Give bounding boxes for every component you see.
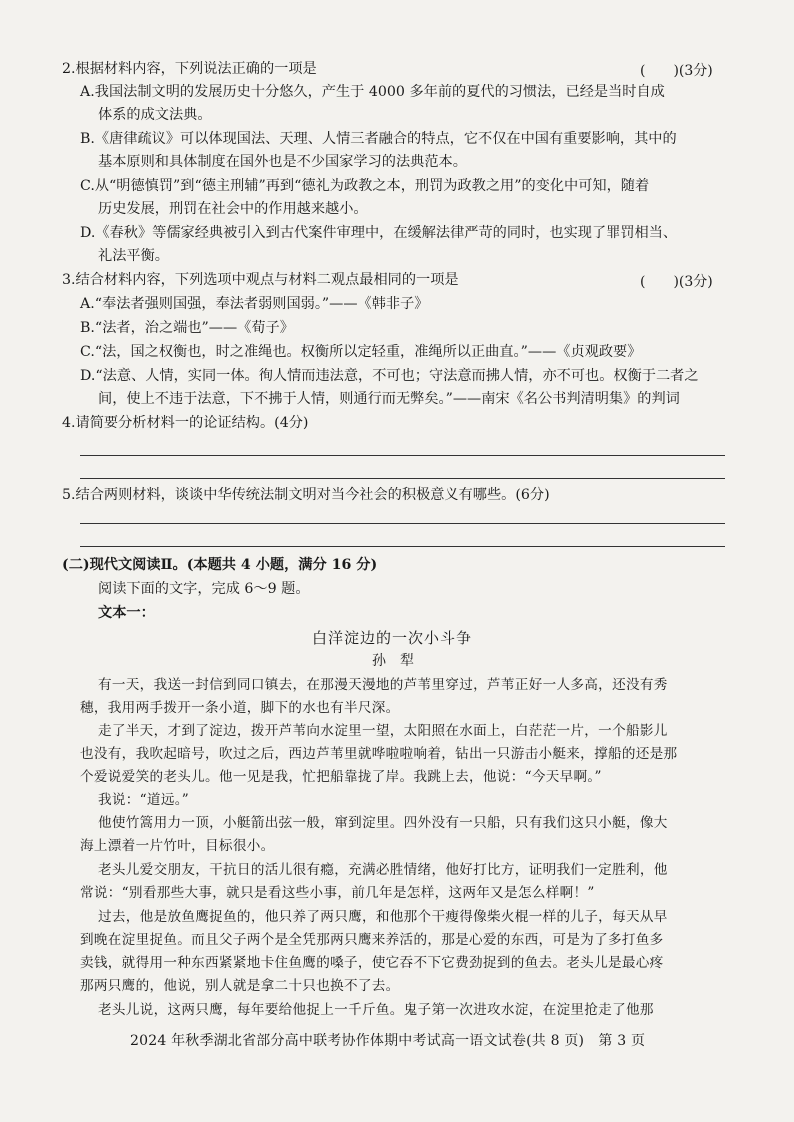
q3-option-d-line1: D.“法意、人情，实同一体。徇人情而违法意，不可也；守法意而拂人情，亦不可也。权衡于二者之	[80, 368, 699, 384]
passage-p5-line1: 老头儿爱交朋友，干抗日的活儿很有瘾，充满必胜情绪，他好打比方，证明我们一定胜利，他	[98, 862, 668, 878]
passage-p6-line4: 那两只鹰的，他说，别人就是拿二十只也换不了去。	[80, 978, 400, 994]
passage-author: 孙犁	[372, 653, 428, 669]
q3-stem: 3.结合材料内容，下列选项中观点与材料二观点最相同的一项是	[62, 272, 459, 288]
passage-p2-line1: 走了半天，才到了淀边，拨开芦苇向水淀里一望，太阳照在水面上，白茫茫一片，一个船影儿	[98, 723, 668, 739]
q4-answer-line-1[interactable]	[80, 455, 725, 456]
q2-option-c-line2: 历史发展，刑罚在社会中的作用越来越小。	[98, 201, 368, 217]
q3-option-b: B.“法者，治之端也”——《荀子》	[80, 320, 294, 336]
passage-title: 白洋淀边的一次小斗争	[312, 629, 473, 647]
text-one-label: 文本一：	[98, 605, 155, 621]
q4-stem: 4.请简要分析材料一的论证结构。(4分)	[62, 415, 309, 431]
q3-option-d-line2: 间，使上不违于法意，下不拂于人情，则通行而无弊矣。”——南宋《名公书判清明集》的判词	[98, 391, 680, 407]
q2-stem: 2.根据材料内容，下列说法正确的一项是	[62, 61, 317, 77]
passage-p6-line1: 过去，他是放鱼鹰捉鱼的，他只养了两只鹰，和他那个干瘦得像柴火棍一样的儿子，每天从早	[98, 909, 668, 925]
passage-p6-line2: 到晚在淀里捉鱼。而且父子两个是全凭那两只鹰来养活的，那是心爱的东西，可是为了多打鱼多	[80, 932, 664, 948]
q2-option-c-line1: C.从“明德慎罚”到“德主刑辅”再到“德礼为政教之本，刑罚为政教之用”的变化中可知，随着	[80, 178, 650, 194]
passage-p4-line1: 他使竹篙用力一顶，小艇箭出弦一般，窜到淀里。四外没有一只船，只有我们这只小艇，像大	[98, 815, 668, 831]
passage-p2-line3: 个爱说爱笑的老头儿。他一见是我，忙把船靠拢了岸。我跳上去，他说：“今天早啊。”	[80, 769, 602, 785]
section2-header: (二)现代文阅读Ⅱ。(本题共 4 小题，满分 16 分)	[62, 557, 378, 573]
q4-answer-line-2[interactable]	[80, 478, 725, 479]
q3-option-a: A.“奉法者强则国强，奉法者弱则国弱。”——《韩非子》	[80, 296, 429, 312]
passage-p3: 我说：“道远。”	[98, 792, 190, 808]
q2-score: ( )(3分)	[640, 63, 713, 79]
passage-p7-line1: 老头儿说，这两只鹰，每年要给他捉上一千斤鱼。鬼子第一次进攻水淀，在淀里抢走了他那	[98, 1002, 654, 1018]
q2-option-b-line1: B.《唐律疏议》可以体现国法、天理、人情三者融合的特点，它不仅在中国有重要影响，其中的	[80, 131, 677, 147]
section2-instruction: 阅读下面的文字，完成 6～9 题。	[98, 581, 310, 597]
q2-option-a-line2: 体系的成文法典。	[98, 107, 212, 123]
q2-option-d-line2: 礼法平衡。	[98, 248, 169, 264]
q3-option-c: C.“法，国之权衡也，时之准绳也。权衡所以定轻重，准绳所以正曲直。”——《贞观政要》	[80, 344, 642, 360]
q2-option-b-line2: 基本原则和具体制度在国外也是不少国家学习的法典范本。	[98, 154, 467, 170]
passage-p4-line2: 海上漂着一片竹叶，目标很小。	[80, 838, 275, 854]
passage-p2-line2: 也没有，我吹起暗号，吹过之后，西边芦苇里就哗啦啦响着，钻出一只游击小艇来，撑船的还是那	[80, 746, 678, 762]
q5-stem: 5.结合两则材料，谈谈中华传统法制文明对当今社会的积极意义有哪些。(6分)	[62, 487, 550, 503]
q2-option-d-line1: D.《春秋》等儒家经典被引入到古代案件审理中，在缓解法律严苛的同时，也实现了罪罚相当、	[80, 225, 678, 241]
page-footer: 2024 年秋季湖北省部分高中联考协作体期中考试高一语文试卷(共 8 页) 第 3 页	[130, 1033, 646, 1049]
passage-p1-line1: 有一天，我送一封信到同口镇去，在那漫天漫地的芦苇里穿过，芦苇正好一人多高，还没有秀	[98, 677, 668, 693]
passage-p6-line3: 卖钱，就得用一种东西紧紧地卡住鱼鹰的嗓子，使它吞不下它费劲捉到的鱼去。老头儿是最心疼	[80, 955, 664, 971]
q3-score: ( )(3分)	[640, 274, 713, 290]
q5-answer-line-2[interactable]	[80, 546, 725, 547]
q2-option-a-line1: A.我国法制文明的发展历史十分悠久，产生于 4000 多年前的夏代的习惯法，已经是当时自成	[80, 84, 665, 100]
q5-answer-line-1[interactable]	[80, 523, 725, 524]
passage-p1-line2: 穗，我用两手拨开一条小道，脚下的水也有半尺深。	[80, 700, 400, 716]
passage-p5-line2: 常说：“别看那些大事，就只是看这些小事，前几年是怎样，这两年又是怎么样啊！”	[80, 885, 595, 901]
